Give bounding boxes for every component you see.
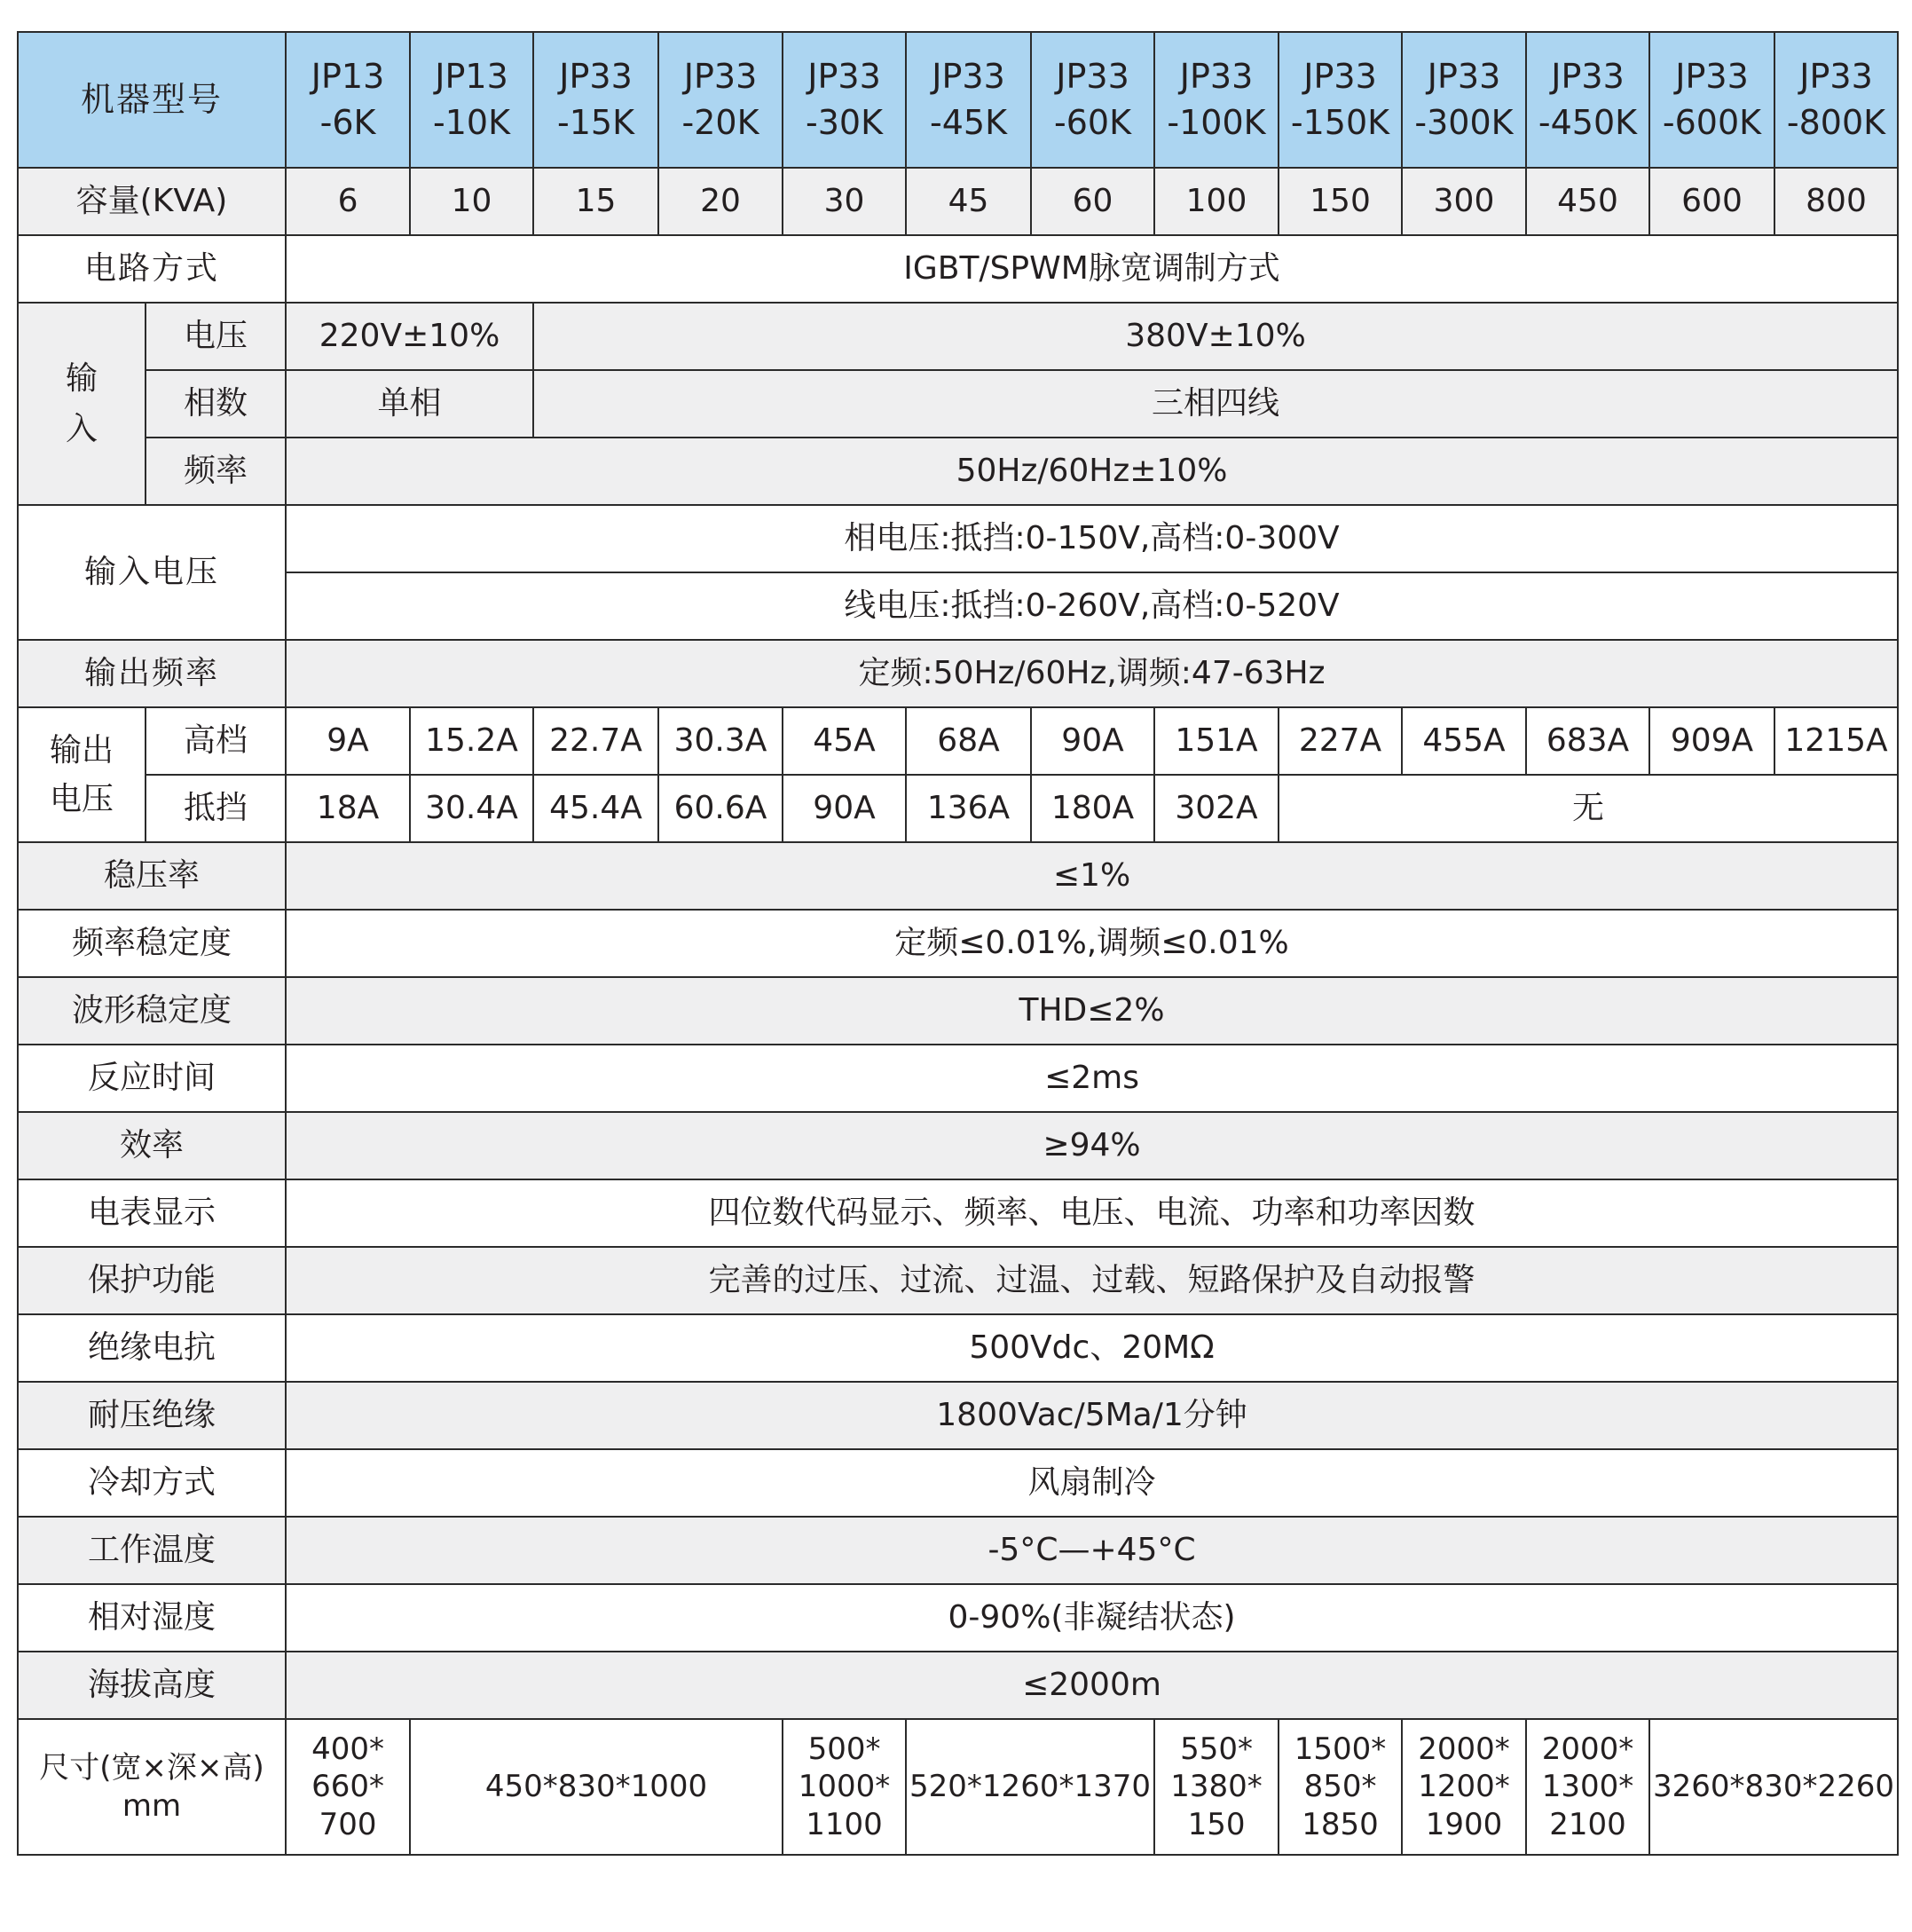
input-phase-row <box>18 370 1898 438</box>
model-series: JP33 <box>1675 57 1749 97</box>
spec-label: 相对湿度 <box>18 1584 286 1652</box>
header-row <box>18 32 1898 168</box>
dim-line: 1300* <box>1541 1769 1634 1805</box>
spec-row <box>18 910 1898 977</box>
model-series: JP33 <box>559 57 633 97</box>
model-cell <box>658 32 783 168</box>
model-series: JP33 <box>1799 57 1873 97</box>
model-capacity: -6K <box>319 102 376 142</box>
spec-value: 四位数代码显示、频率、电压、电流、功率和功率因数 <box>286 1179 1898 1247</box>
spec-value: 完善的过压、过流、过温、过载、短路保护及自动报警 <box>286 1247 1898 1314</box>
output-high-value: 90A <box>1031 707 1154 775</box>
capacity-label: 容量(KVA) <box>18 168 286 235</box>
output-low-none: 无 <box>1279 775 1898 842</box>
dimensions-cell <box>1279 1719 1402 1855</box>
model-cell <box>1031 32 1154 168</box>
dimensions-row <box>18 1719 1898 1855</box>
spec-row <box>18 842 1898 910</box>
input-frequency-row <box>18 438 1898 505</box>
model-series: JP13 <box>435 57 508 97</box>
spec-value: 0-90%(非凝结状态) <box>286 1584 1898 1652</box>
spec-row <box>18 1045 1898 1112</box>
output-low-value: 180A <box>1031 775 1154 842</box>
input-phase-single: 单相 <box>286 370 533 438</box>
model-capacity: -450K <box>1538 102 1638 142</box>
spec-row <box>18 1179 1898 1247</box>
capacity-value: 800 <box>1774 168 1898 235</box>
circuit-label: 电路方式 <box>18 235 286 303</box>
dimensions-cell <box>1402 1719 1526 1855</box>
input-phase-label: 相数 <box>146 370 286 438</box>
capacity-value: 10 <box>410 168 533 235</box>
dim-line: 2000* <box>1541 1731 1634 1767</box>
model-capacity: -800K <box>1786 102 1886 142</box>
spec-label: 频率稳定度 <box>18 910 286 977</box>
spec-row <box>18 1314 1898 1382</box>
circuit-value: IGBT/SPWM脉宽调制方式 <box>286 235 1898 303</box>
model-label: 机器型号 <box>18 32 286 168</box>
model-capacity: -100K <box>1167 102 1266 142</box>
spec-label: 稳压率 <box>18 842 286 910</box>
spec-value: ≥94% <box>286 1112 1898 1179</box>
spec-value: ≤1% <box>286 842 1898 910</box>
output-high-value: 22.7A <box>533 707 658 775</box>
dimensions-cell <box>1526 1719 1649 1855</box>
spec-row <box>18 1517 1898 1584</box>
spec-row <box>18 1112 1898 1179</box>
model-capacity: -150K <box>1290 102 1390 142</box>
input-voltage-single: 220V±10% <box>286 303 533 370</box>
spec-label: 工作温度 <box>18 1517 286 1584</box>
spec-label: 反应时间 <box>18 1045 286 1112</box>
phase-voltage-value: 相电压:抵挡:0-150V,高档:0-300V <box>286 505 1898 572</box>
input-frequency-value: 50Hz/60Hz±10% <box>286 438 1898 505</box>
output-frequency-row <box>18 640 1898 707</box>
spec-value: 1800Vac/5Ma/1分钟 <box>286 1382 1898 1449</box>
capacity-row <box>18 168 1898 235</box>
output-low-value: 30.4A <box>410 775 533 842</box>
capacity-value: 100 <box>1154 168 1279 235</box>
output-high-value: 9A <box>286 707 410 775</box>
model-cell <box>1649 32 1774 168</box>
output-high-value: 227A <box>1279 707 1402 775</box>
spec-row <box>18 1247 1898 1314</box>
dimensions-label-line2: mm <box>122 1787 182 1824</box>
dim-line: 400* <box>311 1731 384 1767</box>
output-high-value: 909A <box>1649 707 1774 775</box>
output-high-label: 高档 <box>146 707 286 775</box>
model-cell <box>1154 32 1279 168</box>
input-range-label: 输入电压 <box>18 505 286 640</box>
input-voltage-label: 电压 <box>146 303 286 370</box>
model-capacity: -600K <box>1662 102 1762 142</box>
spec-value: THD≤2% <box>286 977 1898 1045</box>
output-high-value: 683A <box>1526 707 1649 775</box>
model-cell <box>1526 32 1649 168</box>
output-low-value: 45.4A <box>533 775 658 842</box>
output-high-row <box>18 707 1898 775</box>
model-capacity: -10K <box>433 102 510 142</box>
capacity-value: 20 <box>658 168 783 235</box>
output-group-line2: 电压 <box>49 781 114 817</box>
output-group-label <box>18 707 146 842</box>
model-series: JP33 <box>683 57 758 97</box>
spec-value: 500Vdc、20MΩ <box>286 1314 1898 1382</box>
dim-line: 700 <box>319 1806 377 1842</box>
model-capacity: -20K <box>681 102 759 142</box>
model-cell <box>410 32 533 168</box>
model-cell <box>783 32 906 168</box>
line-voltage-value: 线电压:抵挡:0-260V,高档:0-520V <box>286 572 1898 640</box>
dimensions-cell <box>286 1719 410 1855</box>
spec-label: 绝缘电抗 <box>18 1314 286 1382</box>
model-capacity: -15K <box>557 102 634 142</box>
model-series: JP33 <box>1056 57 1129 97</box>
dimensions-cell: 450*830*1000 <box>410 1719 783 1855</box>
model-cell <box>286 32 410 168</box>
dim-line: 850* <box>1303 1769 1377 1805</box>
dimensions-label-line1: 尺寸(宽×深×高) <box>39 1750 264 1786</box>
spec-value: 定频≤0.01%,调频≤0.01% <box>286 910 1898 977</box>
spec-row <box>18 1652 1898 1719</box>
model-cell <box>906 32 1031 168</box>
dim-line: 150 <box>1187 1806 1246 1842</box>
model-cell <box>1279 32 1402 168</box>
dim-line: 1100 <box>806 1806 883 1842</box>
input-phase-three: 三相四线 <box>533 370 1898 438</box>
spec-row <box>18 1382 1898 1449</box>
spec-value: 风扇制冷 <box>286 1449 1898 1517</box>
input-frequency-label: 频率 <box>146 438 286 505</box>
model-cell <box>533 32 658 168</box>
spec-row <box>18 977 1898 1045</box>
model-capacity: -30K <box>806 102 883 142</box>
dim-line: 1500* <box>1294 1731 1387 1767</box>
capacity-value: 600 <box>1649 168 1774 235</box>
model-capacity: -45K <box>930 102 1007 142</box>
spec-label: 保护功能 <box>18 1247 286 1314</box>
dimensions-cell: 520*1260*1370 <box>906 1719 1154 1855</box>
input-group-line1: 输 <box>65 359 98 397</box>
input-group-line2: 入 <box>65 411 98 447</box>
input-voltage-row <box>18 303 1898 370</box>
capacity-value: 60 <box>1031 168 1154 235</box>
spec-value: -5°C—+45°C <box>286 1517 1898 1584</box>
output-low-value: 90A <box>783 775 906 842</box>
output-low-label: 抵挡 <box>146 775 286 842</box>
spec-row <box>18 1584 1898 1652</box>
output-frequency-label: 输出频率 <box>18 640 286 707</box>
capacity-value: 30 <box>783 168 906 235</box>
circuit-row <box>18 235 1898 303</box>
spec-label: 冷却方式 <box>18 1449 286 1517</box>
output-high-value: 30.3A <box>658 707 783 775</box>
dimensions-cell <box>1154 1719 1279 1855</box>
dim-line: 1200* <box>1418 1769 1510 1805</box>
dim-line: 1850 <box>1302 1806 1379 1842</box>
spec-label: 海拔高度 <box>18 1652 286 1719</box>
model-cell <box>1774 32 1898 168</box>
spec-label: 效率 <box>18 1112 286 1179</box>
output-low-value: 302A <box>1154 775 1279 842</box>
dimensions-label <box>18 1719 286 1855</box>
model-series: JP33 <box>932 57 1005 97</box>
dim-line: 2100 <box>1549 1806 1626 1842</box>
output-high-value: 455A <box>1402 707 1526 775</box>
dim-line: 550* <box>1180 1731 1253 1767</box>
dim-line: 1380* <box>1170 1769 1263 1805</box>
capacity-value: 45 <box>906 168 1031 235</box>
input-range-row-line <box>18 572 1898 640</box>
dim-line: 500* <box>807 1731 881 1767</box>
capacity-value: 15 <box>533 168 658 235</box>
model-series: JP33 <box>1179 57 1254 97</box>
dim-line: 2000* <box>1418 1731 1510 1767</box>
output-group-line1: 输出 <box>49 731 114 769</box>
spec-label: 耐压绝缘 <box>18 1382 286 1449</box>
spec-table <box>17 31 1899 1856</box>
dim-line: 660* <box>311 1769 384 1805</box>
model-capacity: -300K <box>1414 102 1514 142</box>
output-low-value: 18A <box>286 775 410 842</box>
model-series: JP13 <box>311 57 385 97</box>
output-low-row <box>18 775 1898 842</box>
input-voltage-three: 380V±10% <box>533 303 1898 370</box>
output-high-value: 1215A <box>1774 707 1898 775</box>
model-capacity: -60K <box>1054 102 1131 142</box>
input-group-label <box>18 303 146 505</box>
output-high-value: 151A <box>1154 707 1279 775</box>
output-frequency-value: 定频:50Hz/60Hz,调频:47-63Hz <box>286 640 1898 707</box>
model-series: JP33 <box>1427 57 1501 97</box>
dim-line: 1000* <box>798 1769 891 1805</box>
output-high-value: 15.2A <box>410 707 533 775</box>
capacity-value: 300 <box>1402 168 1526 235</box>
dim-line: 1900 <box>1425 1806 1503 1842</box>
output-high-value: 68A <box>906 707 1031 775</box>
model-cell <box>1402 32 1526 168</box>
capacity-value: 450 <box>1526 168 1649 235</box>
output-high-value: 45A <box>783 707 906 775</box>
spec-label: 波形稳定度 <box>18 977 286 1045</box>
model-series: JP33 <box>1303 57 1377 97</box>
output-low-value: 136A <box>906 775 1031 842</box>
dimensions-cell <box>783 1719 906 1855</box>
input-range-row-phase <box>18 505 1898 572</box>
output-low-value: 60.6A <box>658 775 783 842</box>
dimensions-cell: 3260*830*2260 <box>1649 1719 1898 1855</box>
model-series: JP33 <box>807 57 881 97</box>
spec-value: ≤2000m <box>286 1652 1898 1719</box>
capacity-value: 6 <box>286 168 410 235</box>
spec-value: ≤2ms <box>286 1045 1898 1112</box>
capacity-value: 150 <box>1279 168 1402 235</box>
spec-label: 电表显示 <box>18 1179 286 1247</box>
model-series: JP33 <box>1551 57 1625 97</box>
spec-row <box>18 1449 1898 1517</box>
